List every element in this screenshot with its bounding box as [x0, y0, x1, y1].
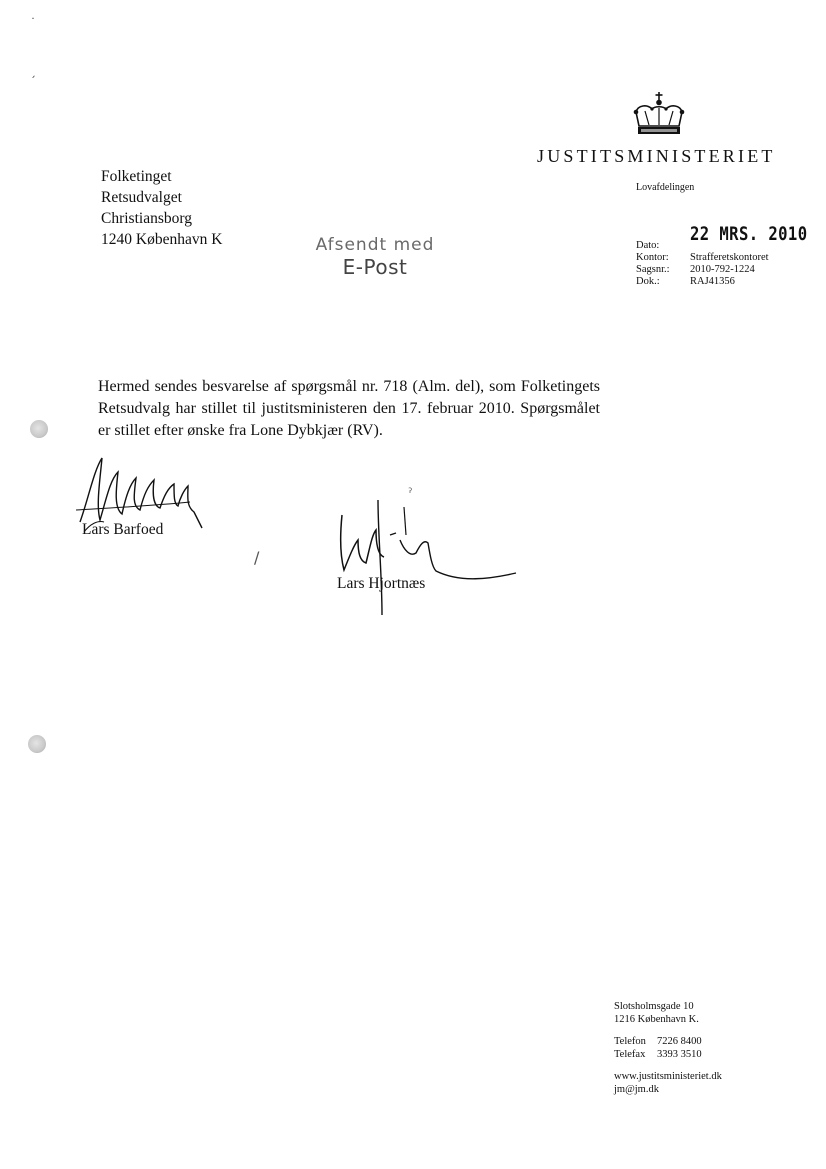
- punch-hole: [28, 735, 46, 753]
- ministry-name: JUSTITSMINISTERIET: [537, 146, 776, 166]
- phone-block: [614, 1035, 722, 1061]
- phone-row: [614, 1035, 722, 1048]
- office-value: Strafferetskontoret: [690, 252, 769, 263]
- date-label: Dato:: [636, 240, 660, 251]
- punch-hole: [30, 420, 48, 438]
- address-street: Slotsholmsgade 10: [614, 1001, 694, 1012]
- letter-body: [98, 376, 600, 442]
- scan-speck: ˏ: [30, 64, 36, 78]
- website-link[interactable]: www.justitsministeriet.dk: [614, 1071, 722, 1082]
- stamp-line-1: Afsendt med: [315, 235, 435, 255]
- office-row: [636, 252, 826, 264]
- signatory-name: Lars Hjortnæs: [337, 575, 426, 592]
- recipient-line: Folketinget: [101, 168, 172, 185]
- email-link[interactable]: jm@jm.dk: [614, 1084, 659, 1095]
- doc-label: Dok.:: [636, 276, 660, 287]
- doc-row: [636, 276, 826, 288]
- address-city: 1216 København K.: [614, 1014, 699, 1025]
- case-label: Sagsnr.:: [636, 264, 670, 275]
- department-name: Lovafdelingen: [636, 182, 695, 193]
- recipient-line: 1240 København K: [101, 231, 223, 248]
- web-block: [614, 1070, 722, 1096]
- body-paragraph: Hermed sendes besvarelse af spørgsmål nr. 718 (Alm. del), som Folketingets Retsudvalg har stillet til justitsministeren den 17. februar 2010. Spørgsmålet er stillet efter ønske fra Lone Dybkjær (RV).: [98, 378, 600, 439]
- recipient-address: [101, 166, 222, 250]
- address-block: [614, 1000, 722, 1026]
- ministry-contact-footer: [614, 1000, 722, 1105]
- date-row: [636, 223, 826, 252]
- reference-block: [636, 223, 826, 288]
- case-value: 2010-792-1224: [690, 264, 755, 275]
- doc-value: RAJ41356: [690, 276, 735, 287]
- phone-value: 7226 8400: [657, 1036, 702, 1047]
- office-label: Kontor:: [636, 252, 669, 263]
- sent-stamp: [300, 235, 450, 279]
- fax-label: Telefax: [614, 1049, 646, 1060]
- fax-row: [614, 1048, 722, 1061]
- phone-label: Telefon: [614, 1036, 646, 1047]
- date-stamp: 22 MRS. 2010: [690, 223, 808, 245]
- recipient-line: Retsudvalget: [101, 189, 182, 206]
- scan-speck: /: [254, 548, 260, 567]
- recipient-line: Christiansborg: [101, 210, 192, 227]
- case-row: [636, 264, 826, 276]
- signature-hjortnaes: [320, 495, 530, 635]
- signatory-name: Lars Barfoed: [82, 521, 164, 538]
- fax-value: 3393 3510: [657, 1049, 702, 1060]
- scan-speck: ˀ: [408, 486, 413, 500]
- royal-crown-icon: [630, 90, 688, 140]
- scan-speck: ˙: [30, 16, 36, 30]
- stamp-line-2: E-Post: [342, 255, 408, 279]
